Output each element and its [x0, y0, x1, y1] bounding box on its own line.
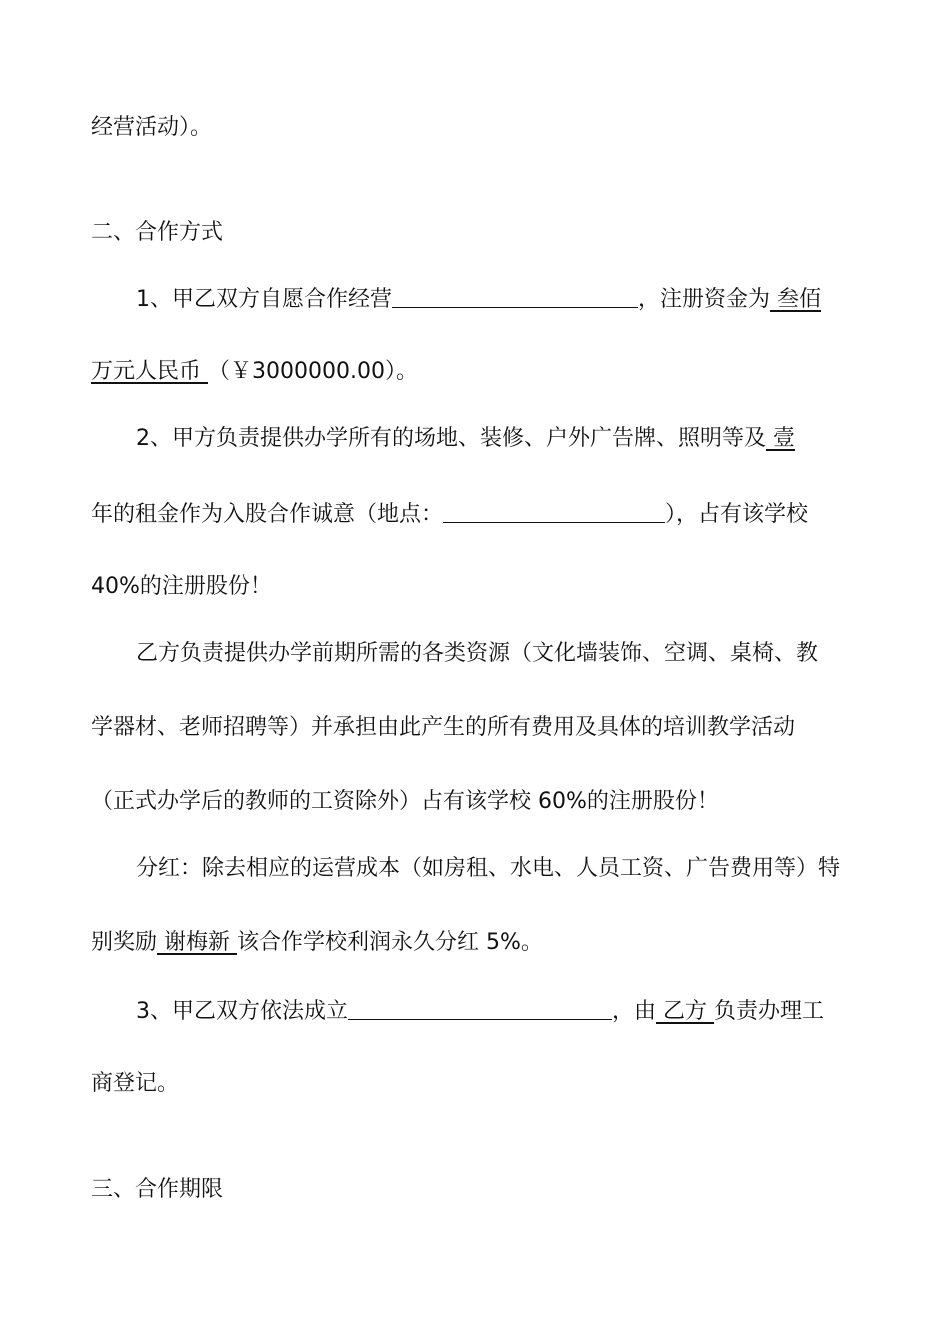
text-line [91, 113, 861, 143]
underlined-value: 壹 [766, 426, 795, 451]
section-heading [91, 1175, 861, 1205]
clause-text: 负责办理工 [714, 999, 825, 1024]
clause-2-line-1 [136, 424, 861, 454]
clause-text: 2、甲方负责提供办学所有的场地、装修、户外广告牌、照明等及 [136, 426, 766, 451]
clause-4-line-1 [136, 854, 861, 884]
clause-text: 别奖励 [91, 930, 158, 955]
clause-text: 分红：除去相应的运营成本（如房租、水电、人员工资、广告费用等）特 [136, 856, 841, 881]
clause-text: 学器材、老师招聘等）并承担由此产生的所有费用及具体的培训教学活动 [91, 715, 796, 740]
clause-text: （￥3000000.00）。 [208, 359, 418, 384]
clause-text: （正式办学后的教师的工资除外）占有该学校 60%的注册股份！ [91, 789, 719, 814]
fill-in-blank [348, 995, 612, 1020]
clause-text: 40%的注册股份！ [91, 574, 272, 599]
clause-3-line-1 [136, 639, 861, 669]
clause-3-line-2 [91, 713, 861, 743]
underlined-value: 叁佰 [770, 287, 822, 312]
clause-text: ，由 [612, 999, 657, 1024]
fill-in-blank [392, 283, 638, 308]
heading-text: 三、合作期限 [91, 1177, 224, 1202]
clause-text: 该合作学校利润永久分红 5%。 [237, 930, 543, 955]
clause-text: 3、甲乙双方依法成立 [136, 999, 348, 1024]
underlined-value: 乙方 [656, 999, 715, 1024]
clause-text: 1、甲乙双方自愿合作经营 [136, 287, 392, 312]
clause-4-line-2 [91, 928, 861, 958]
clause-text: ），占有该学校 [665, 502, 809, 527]
heading-text: 二、合作方式 [91, 220, 224, 245]
clause-text: 乙方负责提供办学前期所需的各类资源（文化墙装饰、空调、桌椅、教 [136, 641, 819, 666]
clause-text: 年的租金作为入股合作诚意（地点： [91, 502, 444, 527]
clause-2-line-2 [91, 498, 861, 528]
section-heading [91, 218, 861, 248]
clause-2-line-3 [91, 572, 861, 602]
fill-in-blank [443, 498, 665, 523]
clause-3-line-3 [91, 787, 861, 817]
underlined-value: 万元人民币 [91, 359, 208, 384]
clause-text: 商登记。 [91, 1071, 180, 1096]
clause-1-line-1 [136, 283, 861, 313]
underlined-value: 谢梅新 [157, 930, 238, 955]
clause-text: ，注册资金为 [638, 287, 771, 312]
clause-5-line-2 [91, 1069, 861, 1099]
paragraph-text: 经营活动）。 [91, 115, 213, 140]
clause-5-line-1 [136, 995, 861, 1025]
clause-1-line-2 [91, 357, 861, 387]
